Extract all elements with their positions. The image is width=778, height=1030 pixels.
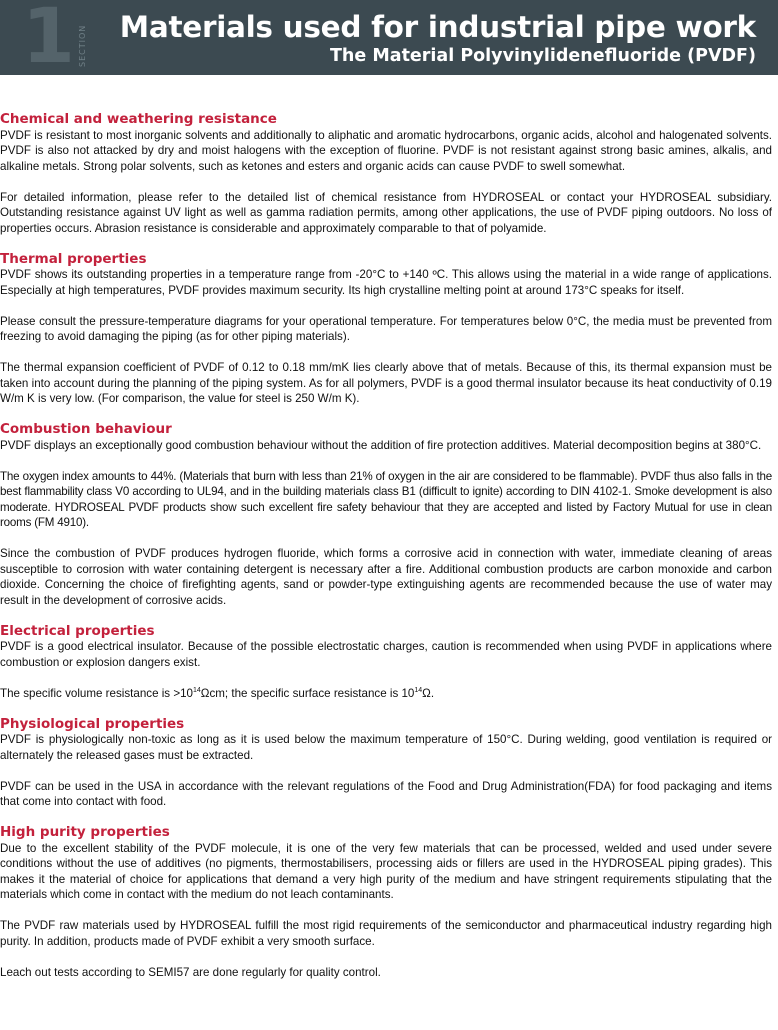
paragraph: PVDF is physiologically non-toxic as long as it is used below the maximum temperature of 150°C. During welding, good ventilation is required or alternately the released gases must be extracted.: [0, 733, 772, 762]
paragraph: PVDF can be used in the USA in accordance with the relevant regulations of the Food and Drug Administration(FDA) for food packaging and items that come into contact with food.: [0, 779, 772, 808]
section-heading: Physiological properties: [0, 715, 185, 732]
paragraph: PVDF is a good electrical insulator. Because of the possible electrostatic charges, caution is recommended when using PVDF in applications where combustion or explosion dangers exist.: [0, 640, 772, 669]
document-body: [0, 112, 772, 980]
paragraph: The oxygen index amounts to 44%. (Materials that burn with less than 21% of oxygen in the air are considered to be flammable). PVDF thus also falls in the best flammability class V0 according to UL94, and in the building materials class B1 (difficult to ignite) according to DIN 4102-1. Smoke development is also moderate. HYDROSEAL PVDF products show such excellent fire safety behaviour that they are accepted and listed by Factory Mutual for use in clean rooms (FM 4910).: [0, 469, 772, 529]
section-heading: Combustion behaviour: [0, 421, 172, 437]
section-electrical-properties: [0, 624, 772, 702]
paragraph: Since the combustion of PVDF produces hydrogen fluoride, which forms a corrosive acid in connection with water, immediate cleaning of areas susceptible to corrosion with water containing detergent is necessary after a fire. Additional combustion products are carbon monoxide and carbon dioxide. Concerning the choice of firefighting agents, sand or powder-type extinguishing agents are recommended because the use of water may result in the development of corrosive acids.: [0, 547, 772, 607]
section-chemical-resistance: [0, 112, 772, 236]
section-banner: [0, 0, 778, 80]
paragraph: PVDF shows its outstanding properties in a temperature range from -20°C to +140 ºC. This allows using the material in a wide range of applications. Especially at high temperatures, PVDF provides maximum security. Its high crystalline melting point at around 173°C speaks for itself.: [0, 268, 772, 297]
resistance-statement: The specific volume resistance is $>10^{14}\Omega cm$; the specific surface resistance is $10^{14}\Omega$.: [0, 686, 435, 700]
paragraph: The PVDF raw materials used by HYDROSEAL fulfill the most rigid requirements of the semiconductor and pharmaceutical industry regarding high purity. In addition, products made of PVDF exhibit a very smooth surface.: [0, 919, 772, 948]
section-heading: Thermal properties: [0, 250, 147, 267]
surface-exponent: 14: [414, 686, 423, 694]
section-heading: Chemical and weathering resistance: [0, 111, 277, 127]
section-heading: High purity properties: [0, 824, 170, 840]
section-physiological-properties: [0, 717, 772, 810]
page-title: Materials used for industrial pipe work: [119, 10, 756, 44]
page-subtitle: The Material Polyvinylidenefluoride (PVDF): [329, 46, 756, 66]
paragraph: PVDF is resistant to most inorganic solvents and additionally to aliphatic and aromatic hydrocarbons, organic acids, alcohol and halogenated solvents. PVDF is also not attacked by dry and moist halogens with the exception of fluorine. PVDF is not resistant against strong basic amines, alkalis, and alkaline metals. Strong polar solvents, such as ketones and esters and organic acids can cause PVDF to swell somewhat.: [0, 128, 772, 173]
volume-exponent: 14: [193, 686, 201, 694]
section-label: SECTION: [78, 24, 87, 68]
paragraph: Leach out tests according to SEMI57 are done regularly for quality control.: [0, 965, 381, 979]
paragraph: Please consult the pressure-temperature diagrams for your operational temperature. For temperatures below 0°C, the media must be prevented from freezing to avoid damaging the piping (as for other piping materials).: [0, 314, 772, 343]
section-high-purity-properties: [0, 825, 772, 980]
paragraph: Due to the excellent stability of the PVDF molecule, it is one of the very few materials that can be processed, welded and used under severe conditions without the use of additives (no pigments, thermostabilisers, processing aids or fillers are used in the HYDROSEAL piping grades). This makes it the material of choice for applications that demand a very high purity of the medium and have stringent requirements stipulating that the materials which come in contact with the medium do not leach contaminants.: [0, 841, 772, 901]
paragraph: The thermal expansion coefficient of PVDF of 0.12 to 0.18 mm/mK lies clearly above that of metals. Because of this, its thermal expansion must be taken into account during the planning of the piping system. As for all polymers, PVDF is a good thermal insulator because its heat conductivity of 0.19 W/m K is very low. (For comparison, the value for steel is 250 W/m K).: [0, 361, 772, 405]
section-heading: Electrical properties: [0, 622, 155, 639]
paragraph: For detailed information, please refer to the detailed list of chemical resistance from HYDROSEAL or contact your HYDROSEAL subsidiary. Outstanding resistance against UV light as well as gamma radiation permits, among other applications, the use of PVDF piping outdoors. No loss of properties occurs. Abrasion resistance is considerable and approximately comparable to that of polyamide.: [0, 190, 772, 235]
section-combustion-behaviour: [0, 422, 772, 608]
section-thermal-properties: [0, 252, 772, 407]
section-number: 1: [22, 0, 75, 80]
paragraph: PVDF displays an exceptionally good combustion behaviour without the addition of fire protection additives. Material decomposition begins at 380°C.: [0, 438, 762, 452]
